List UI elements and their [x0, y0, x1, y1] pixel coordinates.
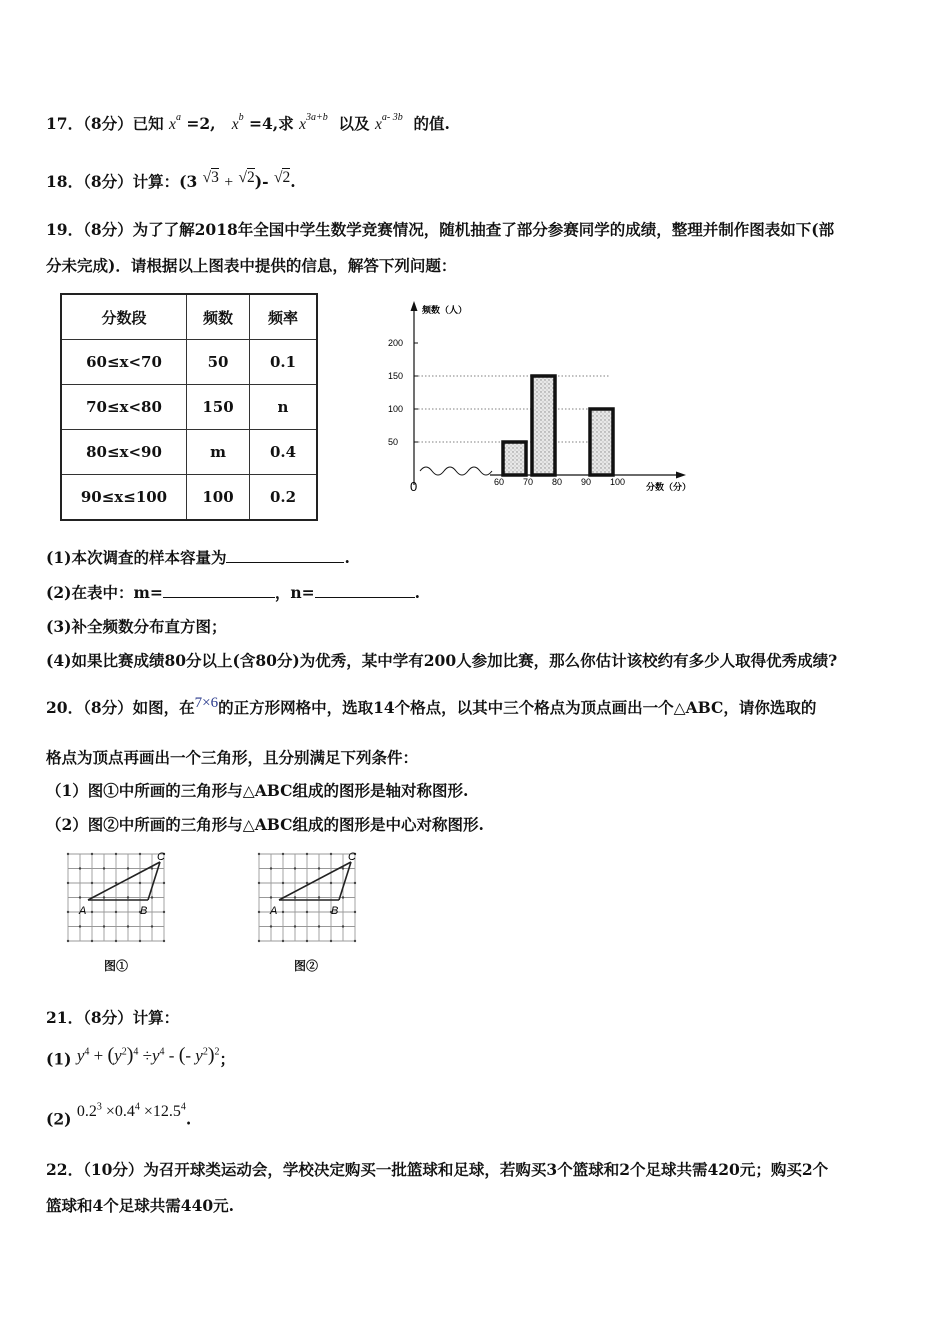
q19-sub4: (4)如果比赛成绩80分以上(含80分)为优秀，某中学有200人参加比赛，那么你估计该校约有多少人取得优秀成绩?: [46, 651, 838, 670]
grid-point: [127, 867, 129, 869]
table-cell: 0.1: [250, 340, 318, 385]
grid-point: [282, 911, 284, 913]
grid-point: [342, 867, 344, 869]
table-cell: 0.4: [250, 430, 318, 475]
table-cell: 60≤x<70: [61, 340, 187, 385]
grid-point: [115, 853, 117, 855]
table-row: [61, 475, 317, 521]
table-header: 分数段: [61, 294, 187, 340]
grid-point: [163, 882, 165, 884]
q19-sub3: (3)补全频数分布直方图；: [46, 617, 227, 636]
grid-point: [127, 925, 129, 927]
grid-point: [330, 940, 332, 942]
question-17: 17．（8分）已知 $x^a =2$, $x^b =4$,求 $x^{3a+b}$ 以及 $x^{a- 3b}$ 的值.: [46, 112, 450, 133]
grid-point: [270, 925, 272, 927]
grid-point: [163, 911, 165, 913]
q20-condition-1: （1）图①中所画的三角形与△ABC组成的图形是轴对称图形.: [46, 781, 469, 800]
q19-sub2: (2)在表中：m= ，n= .: [46, 583, 421, 602]
grid-point: [79, 867, 81, 869]
q21-part2: (2) $0.2^3 \times 0.4^4 \times 12.5^4$.: [46, 1102, 192, 1129]
q21-part1: (1) $y^4 + (y^2)^4 \div y^4$ - (- $y^2)^2$；: [46, 1043, 236, 1069]
grid-point: [294, 925, 296, 927]
grid-point: [67, 911, 69, 913]
grid-point: [330, 882, 332, 884]
grid-point: [318, 867, 320, 869]
grid-point: [306, 882, 308, 884]
grid-point: [282, 882, 284, 884]
grid-point: [330, 853, 332, 855]
question-19-line2: 分未完成)．请根据以上图表中提供的信息，解答下列问题：: [46, 256, 457, 275]
question-22-line2: 篮球和4个足球共需440元.: [46, 1196, 235, 1215]
table-header: 频数: [187, 294, 250, 340]
grid-point: [103, 925, 105, 927]
grid-point: [151, 925, 153, 927]
grid-point: [115, 940, 117, 942]
point-label-a: A: [79, 905, 87, 917]
x-axis-label: 分数（分）: [646, 482, 692, 492]
axis-break: [420, 467, 492, 475]
grid-point: [258, 882, 260, 884]
grid-point: [67, 882, 69, 884]
grid-point: [354, 882, 356, 884]
grid-point: [258, 940, 260, 942]
point-label-b: B: [140, 905, 148, 917]
grid-point: [282, 853, 284, 855]
question-22-line1: 22．（10分）为召开球类运动会，学校决定购买一批篮球和足球，若购买3个篮球和2个足球共需420元；购买2个: [46, 1160, 829, 1179]
q20-condition-2: （2）图②中所画的三角形与△ABC组成的图形是中心对称图形.: [46, 815, 484, 834]
question-21: 21．（8分）计算：: [46, 1008, 180, 1027]
frequency-histogram: [380, 295, 710, 505]
grid-point: [91, 940, 93, 942]
grid-point: [91, 911, 93, 913]
histogram-bar: [503, 442, 526, 475]
table-header-row: [61, 294, 317, 340]
grid-point: [103, 896, 105, 898]
x-tick-label: 70: [523, 477, 534, 487]
grid-point: [139, 882, 141, 884]
table-cell: n: [250, 385, 318, 430]
grid-point: [294, 867, 296, 869]
fig2-label: 图②: [294, 959, 319, 973]
grid-point: [67, 940, 69, 942]
question-18: 18．（8分）计算：(3 √3 + √2)- √2.: [46, 169, 296, 191]
question-20-line1: 20．（8分）如图，在7×6的正方形网格中，选取14个格点，以其中三个格点为顶点画出一个△ABC，请你选取的: [46, 695, 817, 717]
answer-blank-m[interactable]: [163, 583, 275, 598]
grid-point: [258, 853, 260, 855]
y-tick-label: 150: [388, 371, 404, 381]
fig1-label: 图①: [104, 959, 129, 973]
histogram-bar: [590, 409, 613, 475]
grid-point: [67, 853, 69, 855]
table-header: 频率: [250, 294, 318, 340]
grid-point: [282, 940, 284, 942]
point-label-c: C: [348, 851, 356, 863]
q21-expression-2: $0.2^3 \times 0.4^4 \times 12.5^4$: [76, 1102, 186, 1121]
x-tick-label: 60: [494, 477, 505, 487]
grid-point: [318, 896, 320, 898]
grid-point: [139, 853, 141, 855]
table-cell: 80≤x<90: [61, 430, 187, 475]
grid-point: [103, 867, 105, 869]
frequency-table: [60, 293, 318, 521]
grid-point: [354, 940, 356, 942]
question-19-line1: 19．（8分）为了了解2018年全国中学生数学竞赛情况，随机抽查了部分参赛同学的成绩，整理并制作图表如下(部: [46, 220, 835, 239]
grid-point: [91, 853, 93, 855]
table-cell: m: [187, 430, 250, 475]
origin-label: 0: [410, 479, 418, 494]
y-axis-arrow: [411, 301, 418, 311]
x-axis-arrow: [676, 472, 686, 479]
table-row: [61, 340, 317, 385]
table-cell: 70≤x<80: [61, 385, 187, 430]
grid-point: [306, 853, 308, 855]
grid-point: [306, 940, 308, 942]
table-cell: 0.2: [250, 475, 318, 521]
q21-expression-1: $y^4 + (y^2)^4 \div y^4$ - (- $y^2)^2$: [76, 1043, 220, 1066]
table-cell: 150: [187, 385, 250, 430]
x-tick-label: 90: [581, 477, 592, 487]
x-tick-label: 100: [610, 477, 626, 487]
q17-score: （8分）: [83, 114, 133, 133]
table-cell: 50: [187, 340, 250, 385]
grid-point: [79, 925, 81, 927]
q19-sub1: (1)本次调查的样本容量为 .: [46, 548, 350, 567]
grid-point: [79, 896, 81, 898]
grid-point: [258, 911, 260, 913]
grid-point: [115, 911, 117, 913]
point-label-b: B: [331, 905, 339, 917]
grid-point: [354, 911, 356, 913]
grid-point: [151, 896, 153, 898]
table-cell: 90≤x≤100: [61, 475, 187, 521]
x-tick-label: 80: [552, 477, 563, 487]
grid-point: [306, 911, 308, 913]
y-tick-label: 200: [388, 338, 404, 348]
q17-number: 17．: [46, 114, 84, 133]
answer-blank-n[interactable]: [315, 583, 415, 598]
histogram-bar: [532, 376, 555, 475]
point-label-c: C: [157, 851, 165, 863]
point-label-a: A: [270, 905, 278, 917]
grid-point: [342, 896, 344, 898]
table-row: [61, 385, 317, 430]
table-cell: 100: [187, 475, 250, 521]
grid-point: [270, 867, 272, 869]
answer-blank-sample-size[interactable]: [226, 548, 344, 563]
grid-point: [127, 896, 129, 898]
grid-point: [163, 940, 165, 942]
y-axis-label: 频数（人）: [422, 305, 468, 315]
grid-point: [115, 882, 117, 884]
grid-point: [91, 882, 93, 884]
grid-point: [270, 896, 272, 898]
q18-number: 18．: [46, 172, 84, 191]
grid-point: [139, 940, 141, 942]
y-tick-label: 100: [388, 404, 404, 414]
grid-point: [151, 867, 153, 869]
y-tick-label: 50: [388, 437, 399, 447]
table-row: [61, 430, 317, 475]
grid-point: [294, 896, 296, 898]
grid-point: [318, 925, 320, 927]
grid-figure-1: [64, 848, 174, 950]
grid-figure-2: [255, 848, 365, 950]
question-20-line2: 格点为顶点再画出一个三角形，且分别满足下列条件：: [46, 748, 419, 767]
grid-point: [342, 925, 344, 927]
